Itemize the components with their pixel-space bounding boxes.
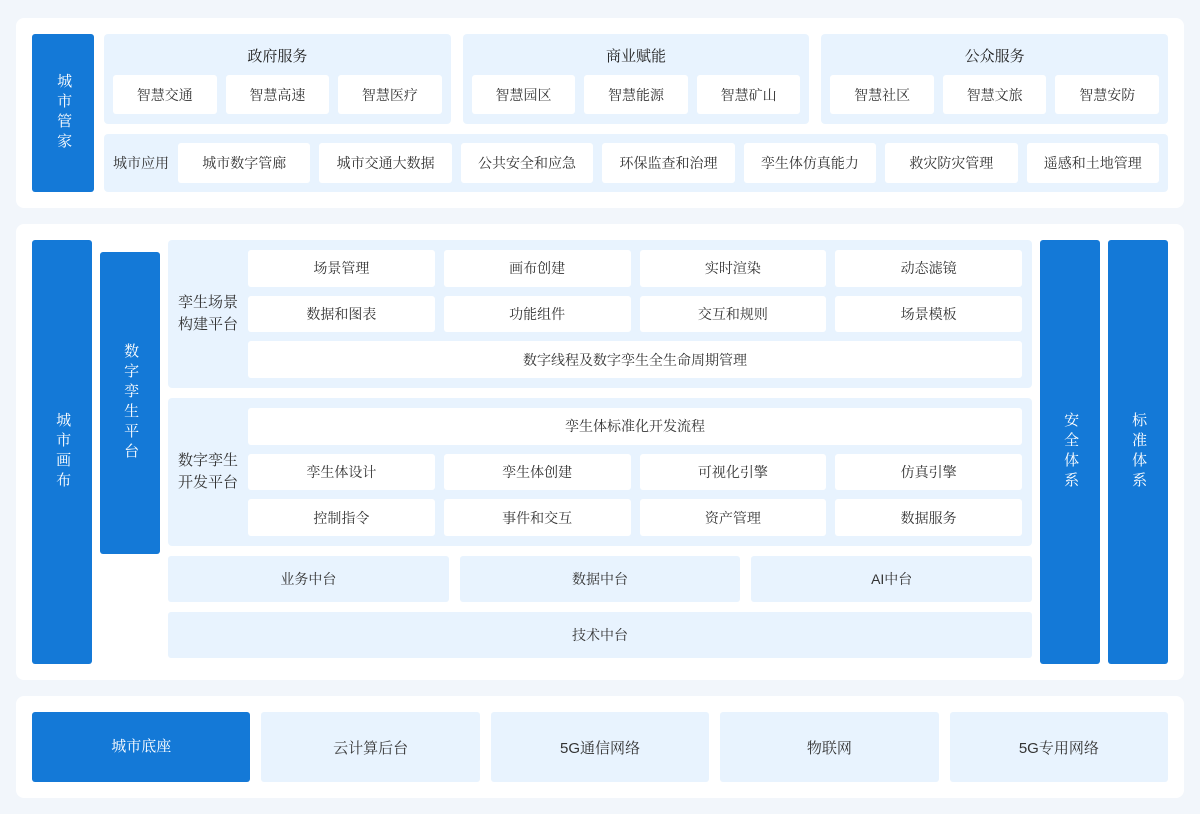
realtime-rendering[interactable]: 实时渲染 — [640, 250, 827, 287]
twin-development-platform — [168, 398, 1032, 546]
data-and-charts[interactable]: 数据和图表 — [248, 296, 435, 333]
events-and-interaction[interactable]: 事件和交互 — [444, 499, 631, 536]
scene-platform-row-2 — [248, 296, 1022, 333]
app-disaster-management[interactable]: 救灾防灾管理 — [885, 143, 1017, 183]
scene-platform-grid — [248, 250, 1022, 378]
section-city-canvas — [16, 224, 1184, 680]
app-digital-pipeline[interactable]: 城市数字管廊 — [178, 143, 310, 183]
app-twin-simulation[interactable]: 孪生体仿真能力 — [744, 143, 876, 183]
security-system-label: 安全体系 — [1040, 240, 1100, 664]
digital-thread-lifecycle[interactable]: 数字线程及数字孪生全生命周期管理 — [248, 341, 1022, 378]
section-city-steward — [16, 18, 1184, 208]
scene-templates[interactable]: 场景模板 — [835, 296, 1022, 333]
city-foundation-row — [32, 712, 1168, 782]
canvas-main-column — [168, 240, 1032, 664]
functional-components[interactable]: 功能组件 — [444, 296, 631, 333]
item-smart-mine[interactable]: 智慧矿山 — [697, 75, 801, 114]
5g-communication-network[interactable]: 5G通信网络 — [491, 712, 709, 782]
scene-platform-name: 孪生场景构建平台 — [178, 294, 239, 333]
data-services[interactable]: 数据服务 — [835, 499, 1022, 536]
category-government-title: 政府服务 — [247, 48, 308, 65]
dev-platform-row-3 — [248, 499, 1022, 536]
city-steward-main — [104, 34, 1168, 192]
city-canvas-content — [32, 240, 1168, 664]
control-commands[interactable]: 控制指令 — [248, 499, 435, 536]
dev-platform-row-1 — [248, 408, 1022, 445]
dev-platform-name: 数字孪生开发平台 — [178, 452, 239, 491]
scene-construction-platform — [168, 240, 1032, 388]
item-smart-park[interactable]: 智慧园区 — [472, 75, 576, 114]
category-public-title: 公众服务 — [964, 48, 1025, 65]
scene-platform-row-1 — [248, 250, 1022, 287]
item-smart-highway[interactable]: 智慧高速 — [226, 75, 330, 114]
standard-system-label: 标准体系 — [1108, 240, 1168, 664]
category-government-items — [104, 75, 451, 124]
visualization-engine[interactable]: 可视化引擎 — [640, 454, 827, 491]
ai-middle-platform[interactable]: AI中台 — [751, 556, 1032, 602]
service-categories — [104, 34, 1168, 124]
app-traffic-bigdata[interactable]: 城市交通大数据 — [319, 143, 451, 183]
dev-platform-row-2 — [248, 454, 1022, 491]
app-remote-sensing[interactable]: 遥感和土地管理 — [1027, 143, 1159, 183]
item-smart-security[interactable]: 智慧安防 — [1055, 75, 1159, 114]
digital-twin-platform-label: 数字孪生平台 — [100, 252, 160, 554]
item-smart-energy[interactable]: 智慧能源 — [584, 75, 688, 114]
item-smart-tourism[interactable]: 智慧文旅 — [943, 75, 1047, 114]
twin-standard-dev-process[interactable]: 孪生体标准化开发流程 — [248, 408, 1022, 445]
item-smart-healthcare[interactable]: 智慧医疗 — [338, 75, 442, 114]
city-steward-content — [32, 34, 1168, 192]
simulation-engine[interactable]: 仿真引擎 — [835, 454, 1022, 491]
city-foundation-label: 城市底座 — [32, 712, 250, 782]
category-public — [821, 34, 1168, 124]
dynamic-filter[interactable]: 动态滤镜 — [835, 250, 1022, 287]
scene-management[interactable]: 场景管理 — [248, 250, 435, 287]
app-environment[interactable]: 环保监查和治理 — [602, 143, 734, 183]
item-smart-community[interactable]: 智慧社区 — [830, 75, 934, 114]
data-middle-platform[interactable]: 数据中台 — [460, 556, 741, 602]
city-applications-label: 城市应用 — [113, 154, 169, 171]
city-canvas-side-label: 城市画布 — [32, 240, 92, 664]
business-middle-platform[interactable]: 业务中台 — [168, 556, 449, 602]
tech-middle-platform[interactable]: 技术中台 — [168, 612, 1032, 658]
iot-network[interactable]: 物联网 — [720, 712, 938, 782]
category-government — [104, 34, 451, 124]
app-public-safety[interactable]: 公共安全和应急 — [461, 143, 593, 183]
cloud-computing-backend[interactable]: 云计算后台 — [261, 712, 479, 782]
city-applications-row — [104, 134, 1168, 192]
section-city-foundation — [16, 696, 1184, 798]
asset-management[interactable]: 资产管理 — [640, 499, 827, 536]
dev-platform-grid — [248, 408, 1022, 536]
category-public-items — [821, 75, 1168, 124]
category-commercial-title: 商业赋能 — [606, 48, 667, 65]
middle-platform-row — [168, 556, 1032, 602]
city-steward-side-label: 城市管家 — [32, 34, 94, 192]
scene-platform-row-3 — [248, 341, 1022, 378]
category-commercial-items — [463, 75, 810, 124]
category-commercial — [463, 34, 810, 124]
canvas-creation[interactable]: 画布创建 — [444, 250, 631, 287]
twin-creation[interactable]: 孪生体创建 — [444, 454, 631, 491]
item-smart-traffic[interactable]: 智慧交通 — [113, 75, 217, 114]
tech-platform-row — [168, 612, 1032, 658]
interaction-and-rules[interactable]: 交互和规则 — [640, 296, 827, 333]
twin-design[interactable]: 孪生体设计 — [248, 454, 435, 491]
5g-private-network[interactable]: 5G专用网络 — [950, 712, 1168, 782]
